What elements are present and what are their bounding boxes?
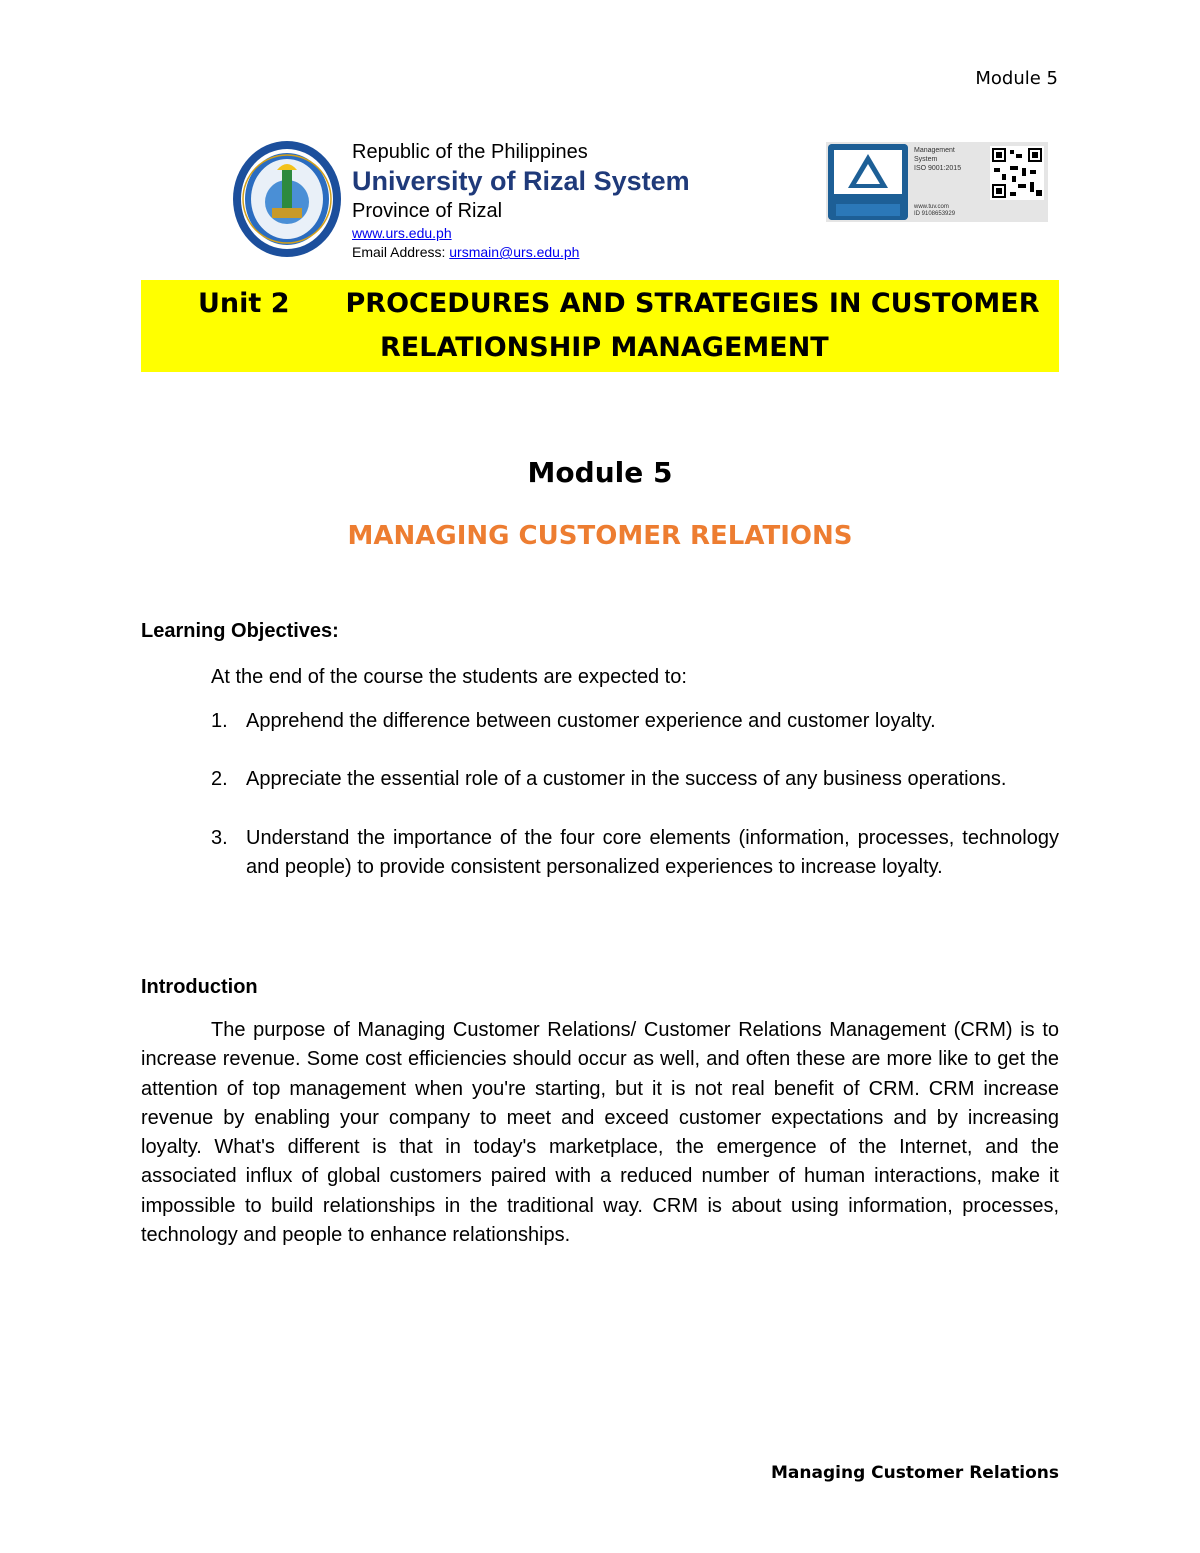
introduction-paragraph: The purpose of Managing Customer Relations/ Customer Relations Management (CRM) is to increase revenue. Some cost efficiencies should occur as well, and often these are more like to get the attention of top management when you're starting, but it is not real benefit of CRM. CRM increase revenue by enabling your company to meet and exceed customer expectations and by increasing loyalty. What's different is that in today's marketplace, the emergence of the Internet, and the associated influx of global customers paired with a reduced number of human interactions, make it impossible to build relationships in the traditional way. CRM is about using information, processes, technology and people to enhance relationships. — [141, 1019, 1059, 1247]
running-header: Module 5 — [975, 68, 1058, 89]
university-name: University of Rizal System — [352, 166, 690, 196]
email-link[interactable]: ursmain@urs.edu.ph — [449, 244, 580, 260]
objective-item — [211, 824, 1059, 882]
unit-heading — [198, 288, 1040, 319]
unit-title-line2: RELATIONSHIP MANAGEMENT — [380, 332, 829, 363]
republic-line: Republic of the Philippines — [352, 141, 588, 163]
website-link[interactable]: www.urs.edu.ph — [352, 225, 452, 241]
introduction-heading: Introduction — [141, 976, 258, 998]
module-title: Module 5 — [527, 456, 673, 489]
university-seal-logo — [232, 140, 342, 258]
objective-text: Appreciate the essential role of a customer in the success of any business operations. — [246, 768, 1007, 790]
unit-banner — [141, 280, 1059, 372]
unit-label: Unit 2 — [198, 288, 290, 319]
iso-certification-badge — [826, 142, 1048, 222]
objective-text: Apprehend the difference between customer experience and customer loyalty. — [246, 710, 936, 732]
objective-text: Understand the importance of the four core elements (information, processes, technology and people) to provide consistent personalized experiences to increase loyalty. — [246, 827, 1059, 878]
objective-number: 1. — [211, 710, 228, 732]
qr-code-icon — [990, 146, 1044, 200]
objective-number: 2. — [211, 768, 228, 790]
learning-objectives-intro: At the end of the course the students are expected to: — [211, 666, 687, 688]
email-label: Email Address: — [352, 244, 450, 260]
tuv-logo — [828, 144, 908, 220]
learning-objectives-heading: Learning Objectives: — [141, 620, 339, 642]
province-line: Province of Rizal — [352, 200, 503, 222]
objective-number: 3. — [211, 827, 228, 849]
cert-text: Management System ISO 9001:2015 — [914, 147, 962, 172]
objective-item — [211, 707, 1059, 736]
cert-site: www.tuv.com ID 9108653929 — [914, 204, 956, 217]
objective-item — [211, 765, 1059, 794]
module-subtitle: MANAGING CUSTOMER RELATIONS — [347, 521, 853, 551]
letterhead — [352, 140, 690, 262]
email-line — [352, 242, 690, 262]
running-footer: Managing Customer Relations — [771, 1463, 1059, 1483]
unit-title-line1: PROCEDURES AND STRATEGIES IN CUSTOMER — [345, 288, 1040, 319]
